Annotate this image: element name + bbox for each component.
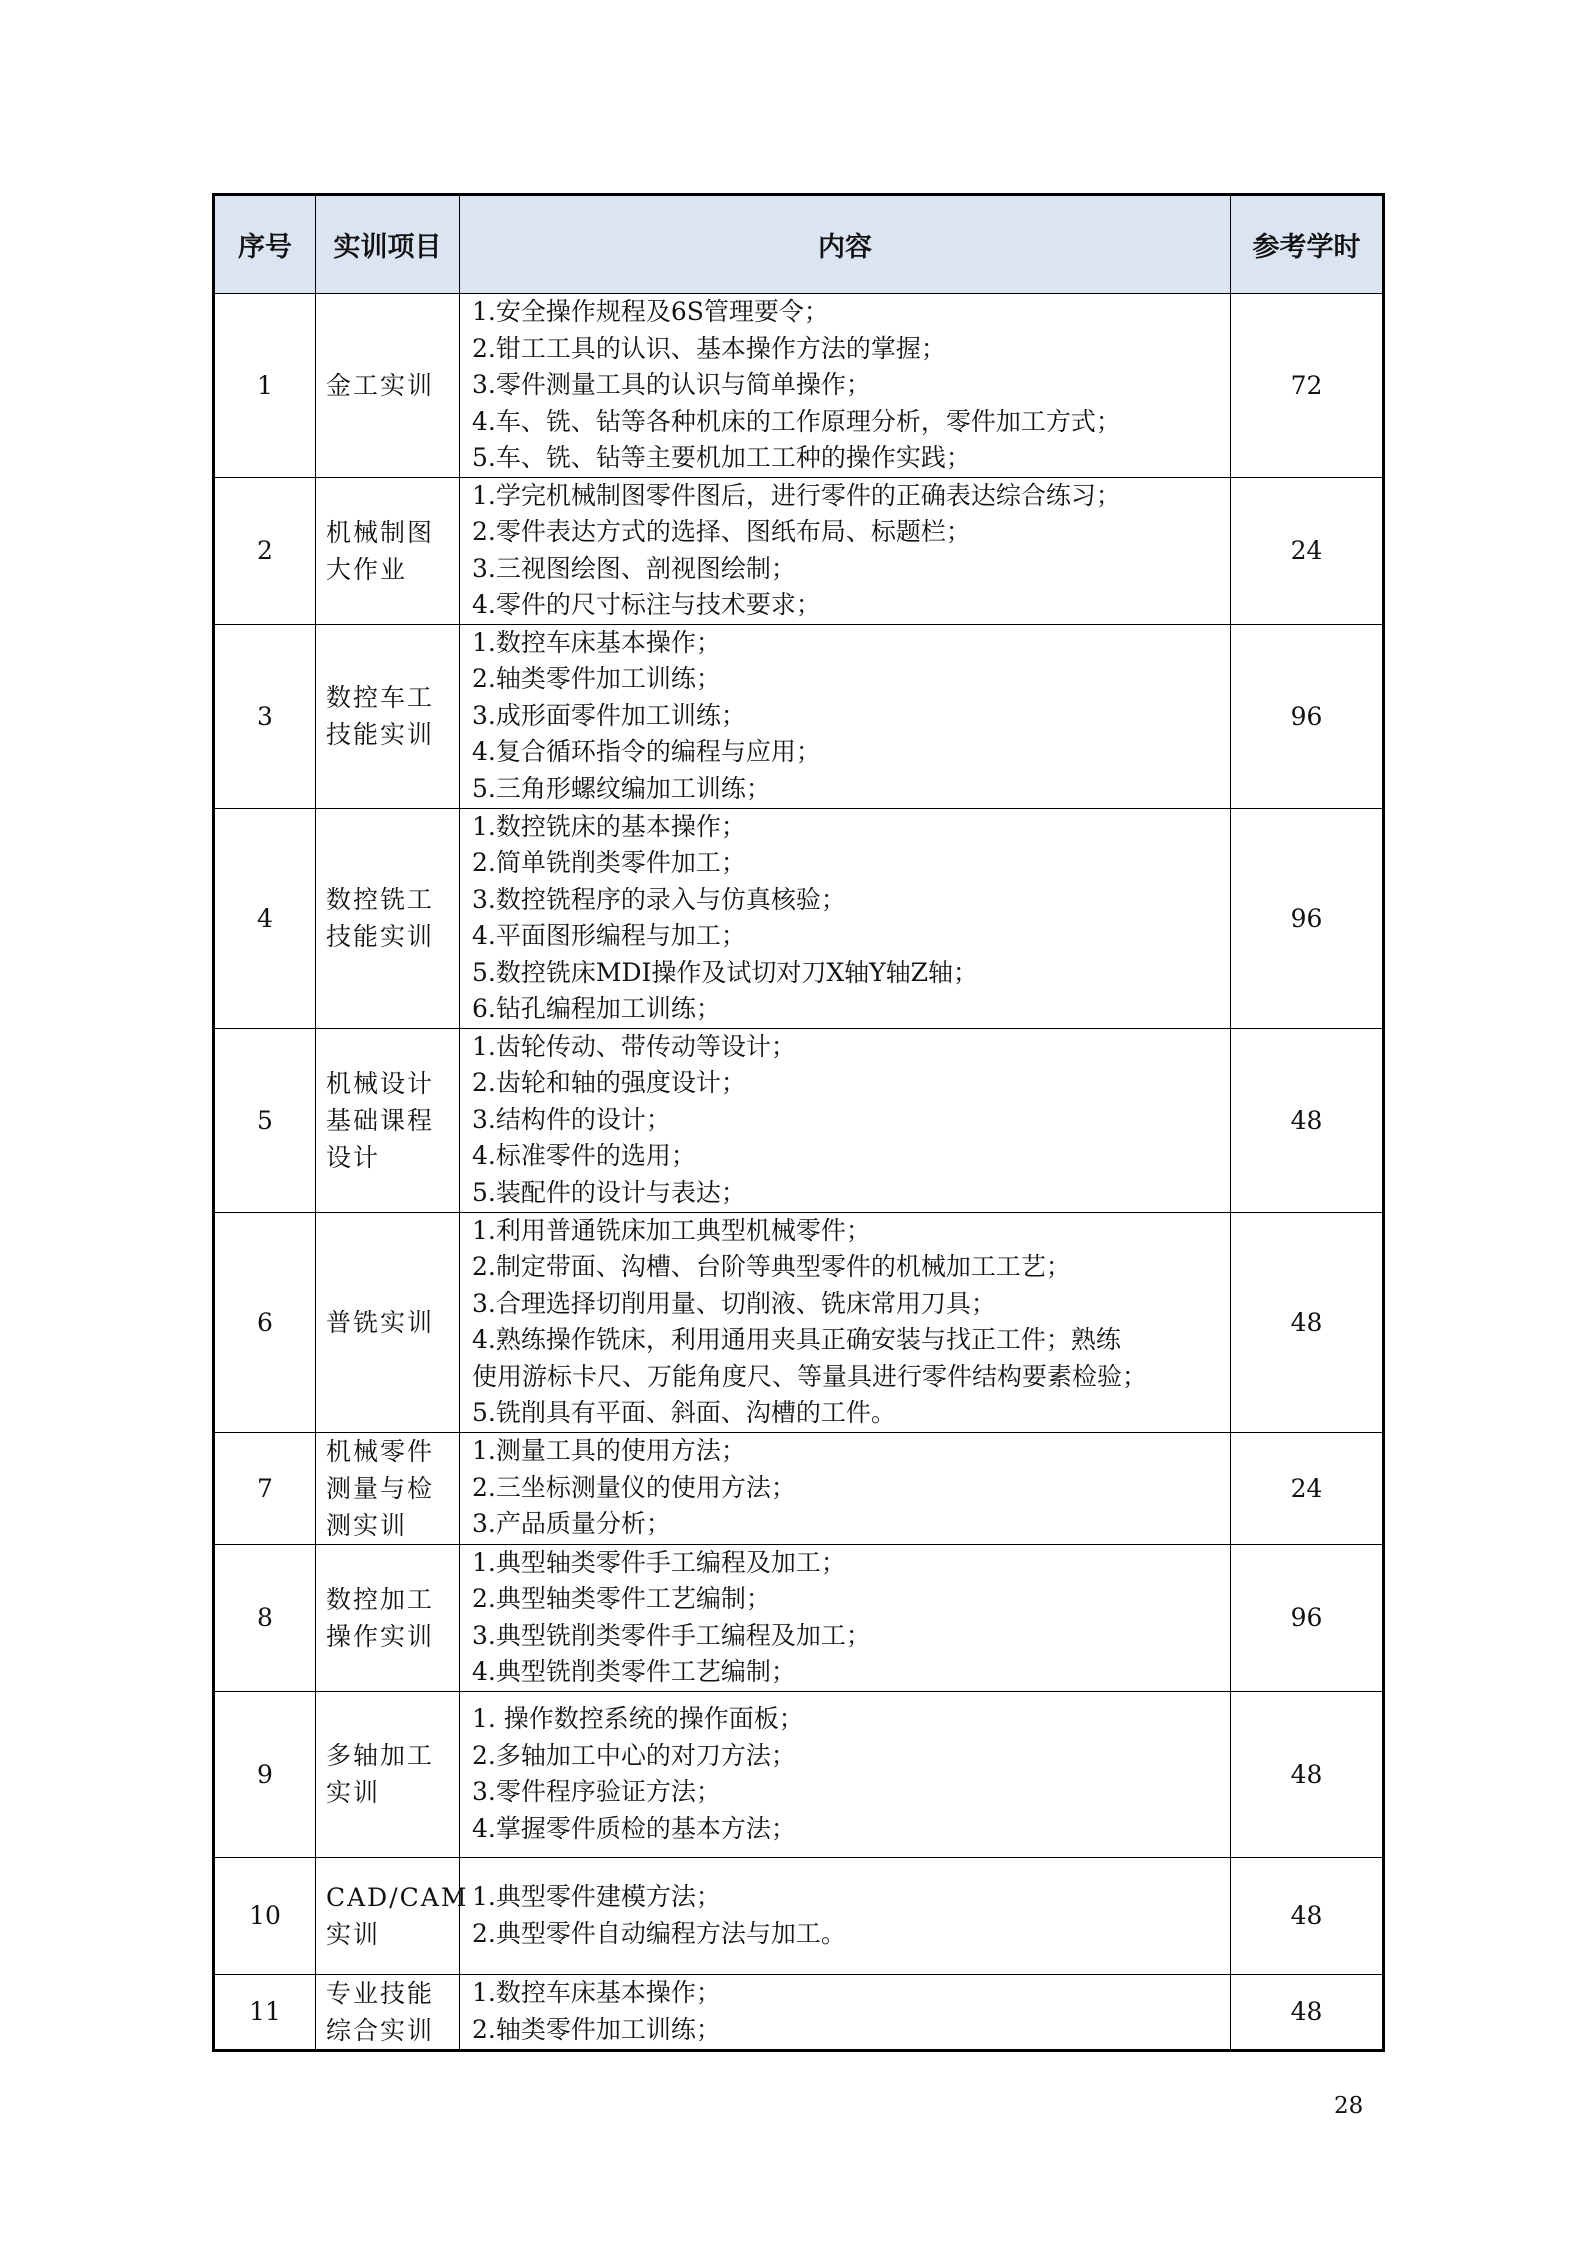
row-content	[460, 1432, 1231, 1544]
page-number: 28	[1334, 2093, 1364, 2119]
content-line: 5.铣削具有平面、斜面、沟槽的工件。	[472, 1398, 896, 1427]
row-seq: 4	[214, 808, 316, 1028]
row-project: 机械制图大作业	[316, 477, 460, 624]
content-line: 使用游标卡尺、万能角度尺、等量具进行零件结构要素检验；	[472, 1361, 1148, 1391]
content-line: 1.安全操作规程及6S管理要令；	[472, 297, 829, 326]
header-project: 实训项目	[316, 195, 460, 294]
content-line: 3.成形面零件加工训练；	[472, 700, 746, 730]
row-content	[460, 1212, 1231, 1432]
row-hours: 48	[1231, 1691, 1384, 1857]
row-content	[460, 1544, 1231, 1691]
row-seq: 10	[214, 1857, 316, 1974]
content-line: 2.轴类零件加工训练；	[472, 2014, 721, 2044]
content-line: 4.车、铣、钻等各种机床的工作原理分析，零件加工方式；	[472, 406, 1121, 436]
row-content	[460, 1028, 1231, 1212]
content-line: 4.典型铣削类零件工艺编制；	[472, 1657, 796, 1686]
content-line: 4.零件的尺寸标注与技术要求；	[472, 590, 821, 619]
content-line: 5.数控铣床MDI操作及试切对刀X轴Y轴Z轴；	[472, 957, 979, 987]
header-content: 内容	[460, 195, 1231, 294]
content-line: 2.钳工工具的认识、基本操作方法的掌握；	[472, 333, 946, 363]
row-seq: 6	[214, 1212, 316, 1432]
content-line: 3.零件程序验证方法；	[472, 1777, 721, 1806]
training-table	[212, 193, 1385, 2052]
table-row	[214, 294, 1384, 478]
content-line: 3.数控铣程序的录入与仿真核验；	[472, 884, 846, 914]
row-seq: 9	[214, 1691, 316, 1857]
content-line: 2.三坐标测量仪的使用方法；	[472, 1472, 796, 1502]
content-line: 1.测量工具的使用方法；	[472, 1436, 746, 1466]
row-content	[460, 1974, 1231, 2050]
row-seq: 5	[214, 1028, 316, 1212]
table-row	[214, 1028, 1384, 1212]
content-line: 2.制定带面、沟槽、台阶等典型零件的机械加工工艺；	[472, 1252, 1071, 1281]
table-row	[214, 1212, 1384, 1432]
row-hours: 96	[1231, 808, 1384, 1028]
row-content	[460, 624, 1231, 808]
row-seq: 7	[214, 1432, 316, 1544]
row-project: 普铣实训	[316, 1212, 460, 1432]
table-row	[214, 1544, 1384, 1691]
content-line: 2.简单铣削类零件加工；	[472, 848, 746, 877]
row-hours: 48	[1231, 1212, 1384, 1432]
content-line: 1.学完机械制图零件图后，进行零件的正确表达综合练习；	[472, 480, 1121, 510]
table-header	[214, 195, 1384, 294]
row-project: 机械设计基础课程设计	[316, 1028, 460, 1212]
row-project: CAD/CAM实训	[316, 1857, 460, 1974]
row-seq: 3	[214, 624, 316, 808]
row-seq: 8	[214, 1544, 316, 1691]
row-hours: 96	[1231, 1544, 1384, 1691]
content-line: 3.三视图绘图、剖视图绘制；	[472, 553, 796, 583]
content-line: 4.熟练操作铣床，利用通用夹具正确安装与找正工件；熟练	[472, 1325, 1121, 1354]
table-row	[214, 624, 1384, 808]
table-row	[214, 808, 1384, 1028]
row-content	[460, 808, 1231, 1028]
row-hours: 48	[1231, 1028, 1384, 1212]
content-line: 1.典型轴类零件手工编程及加工；	[472, 1547, 846, 1577]
row-project: 数控加工操作实训	[316, 1544, 460, 1691]
header-seq: 序号	[214, 195, 316, 294]
content-line: 4.标准零件的选用；	[472, 1141, 696, 1171]
row-content	[460, 1691, 1231, 1857]
content-line: 1. 操作数控系统的操作面板；	[472, 1704, 804, 1733]
content-line: 1.齿轮传动、带传动等设计；	[472, 1031, 796, 1061]
content-line: 2.零件表达方式的选择、图纸布局、标题栏；	[472, 517, 971, 546]
row-hours: 48	[1231, 1974, 1384, 2050]
content-line: 3.产品质量分析；	[472, 1509, 671, 1539]
content-line: 4.平面图形编程与加工；	[472, 921, 746, 950]
row-hours: 48	[1231, 1857, 1384, 1974]
row-project: 数控车工技能实训	[316, 624, 460, 808]
row-project: 数控铣工技能实训	[316, 808, 460, 1028]
content-line: 5.装配件的设计与表达；	[472, 1177, 746, 1207]
row-hours: 24	[1231, 1432, 1384, 1544]
table-row	[214, 1974, 1384, 2050]
content-line: 1.典型零件建模方法；	[472, 1882, 721, 1911]
content-line: 6.钻孔编程加工训练；	[472, 994, 721, 1023]
content-line: 3.结构件的设计；	[472, 1104, 671, 1134]
content-line: 3.零件测量工具的认识与简单操作；	[472, 370, 871, 399]
row-content	[460, 477, 1231, 624]
table-row	[214, 1691, 1384, 1857]
table-row	[214, 1432, 1384, 1544]
row-project: 金工实训	[316, 294, 460, 478]
content-line: 4.复合循环指令的编程与应用；	[472, 737, 821, 767]
content-line: 4.掌握零件质检的基本方法；	[472, 1813, 796, 1843]
content-line: 2.典型零件自动编程方法与加工。	[472, 1918, 846, 1948]
content-line: 5.车、铣、钻等主要机加工工种的操作实践；	[472, 443, 971, 472]
row-hours: 96	[1231, 624, 1384, 808]
content-line: 5.三角形螺纹编加工训练；	[472, 773, 771, 803]
row-content	[460, 294, 1231, 478]
header-row	[214, 195, 1384, 294]
row-hours: 24	[1231, 477, 1384, 624]
row-hours: 72	[1231, 294, 1384, 478]
content-line: 3.合理选择切削用量、切削液、铣床常用刀具；	[472, 1288, 996, 1318]
content-line: 1.数控车床基本操作；	[472, 627, 721, 657]
row-content	[460, 1857, 1231, 1974]
content-line: 1.数控铣床的基本操作；	[472, 811, 746, 841]
content-line: 1.利用普通铣床加工典型机械零件；	[472, 1215, 871, 1245]
header-hours: 参考学时	[1231, 195, 1384, 294]
content-line: 3.典型铣削类零件手工编程及加工；	[472, 1620, 871, 1650]
row-seq: 1	[214, 294, 316, 478]
row-project: 机械零件测量与检测实训	[316, 1432, 460, 1544]
content-line: 2.典型轴类零件工艺编制；	[472, 1584, 771, 1613]
row-project: 专业技能综合实训	[316, 1974, 460, 2050]
content-line: 2.轴类零件加工训练；	[472, 664, 721, 694]
content-line: 1.数控车床基本操作；	[472, 1978, 721, 2007]
row-seq: 2	[214, 477, 316, 624]
table-row	[214, 1857, 1384, 1974]
table-row	[214, 477, 1384, 624]
row-project: 多轴加工实训	[316, 1691, 460, 1857]
row-seq: 11	[214, 1974, 316, 2050]
table-body	[214, 294, 1384, 2051]
content-line: 2.齿轮和轴的强度设计；	[472, 1068, 746, 1098]
content-line: 2.多轴加工中心的对刀方法；	[472, 1740, 796, 1770]
